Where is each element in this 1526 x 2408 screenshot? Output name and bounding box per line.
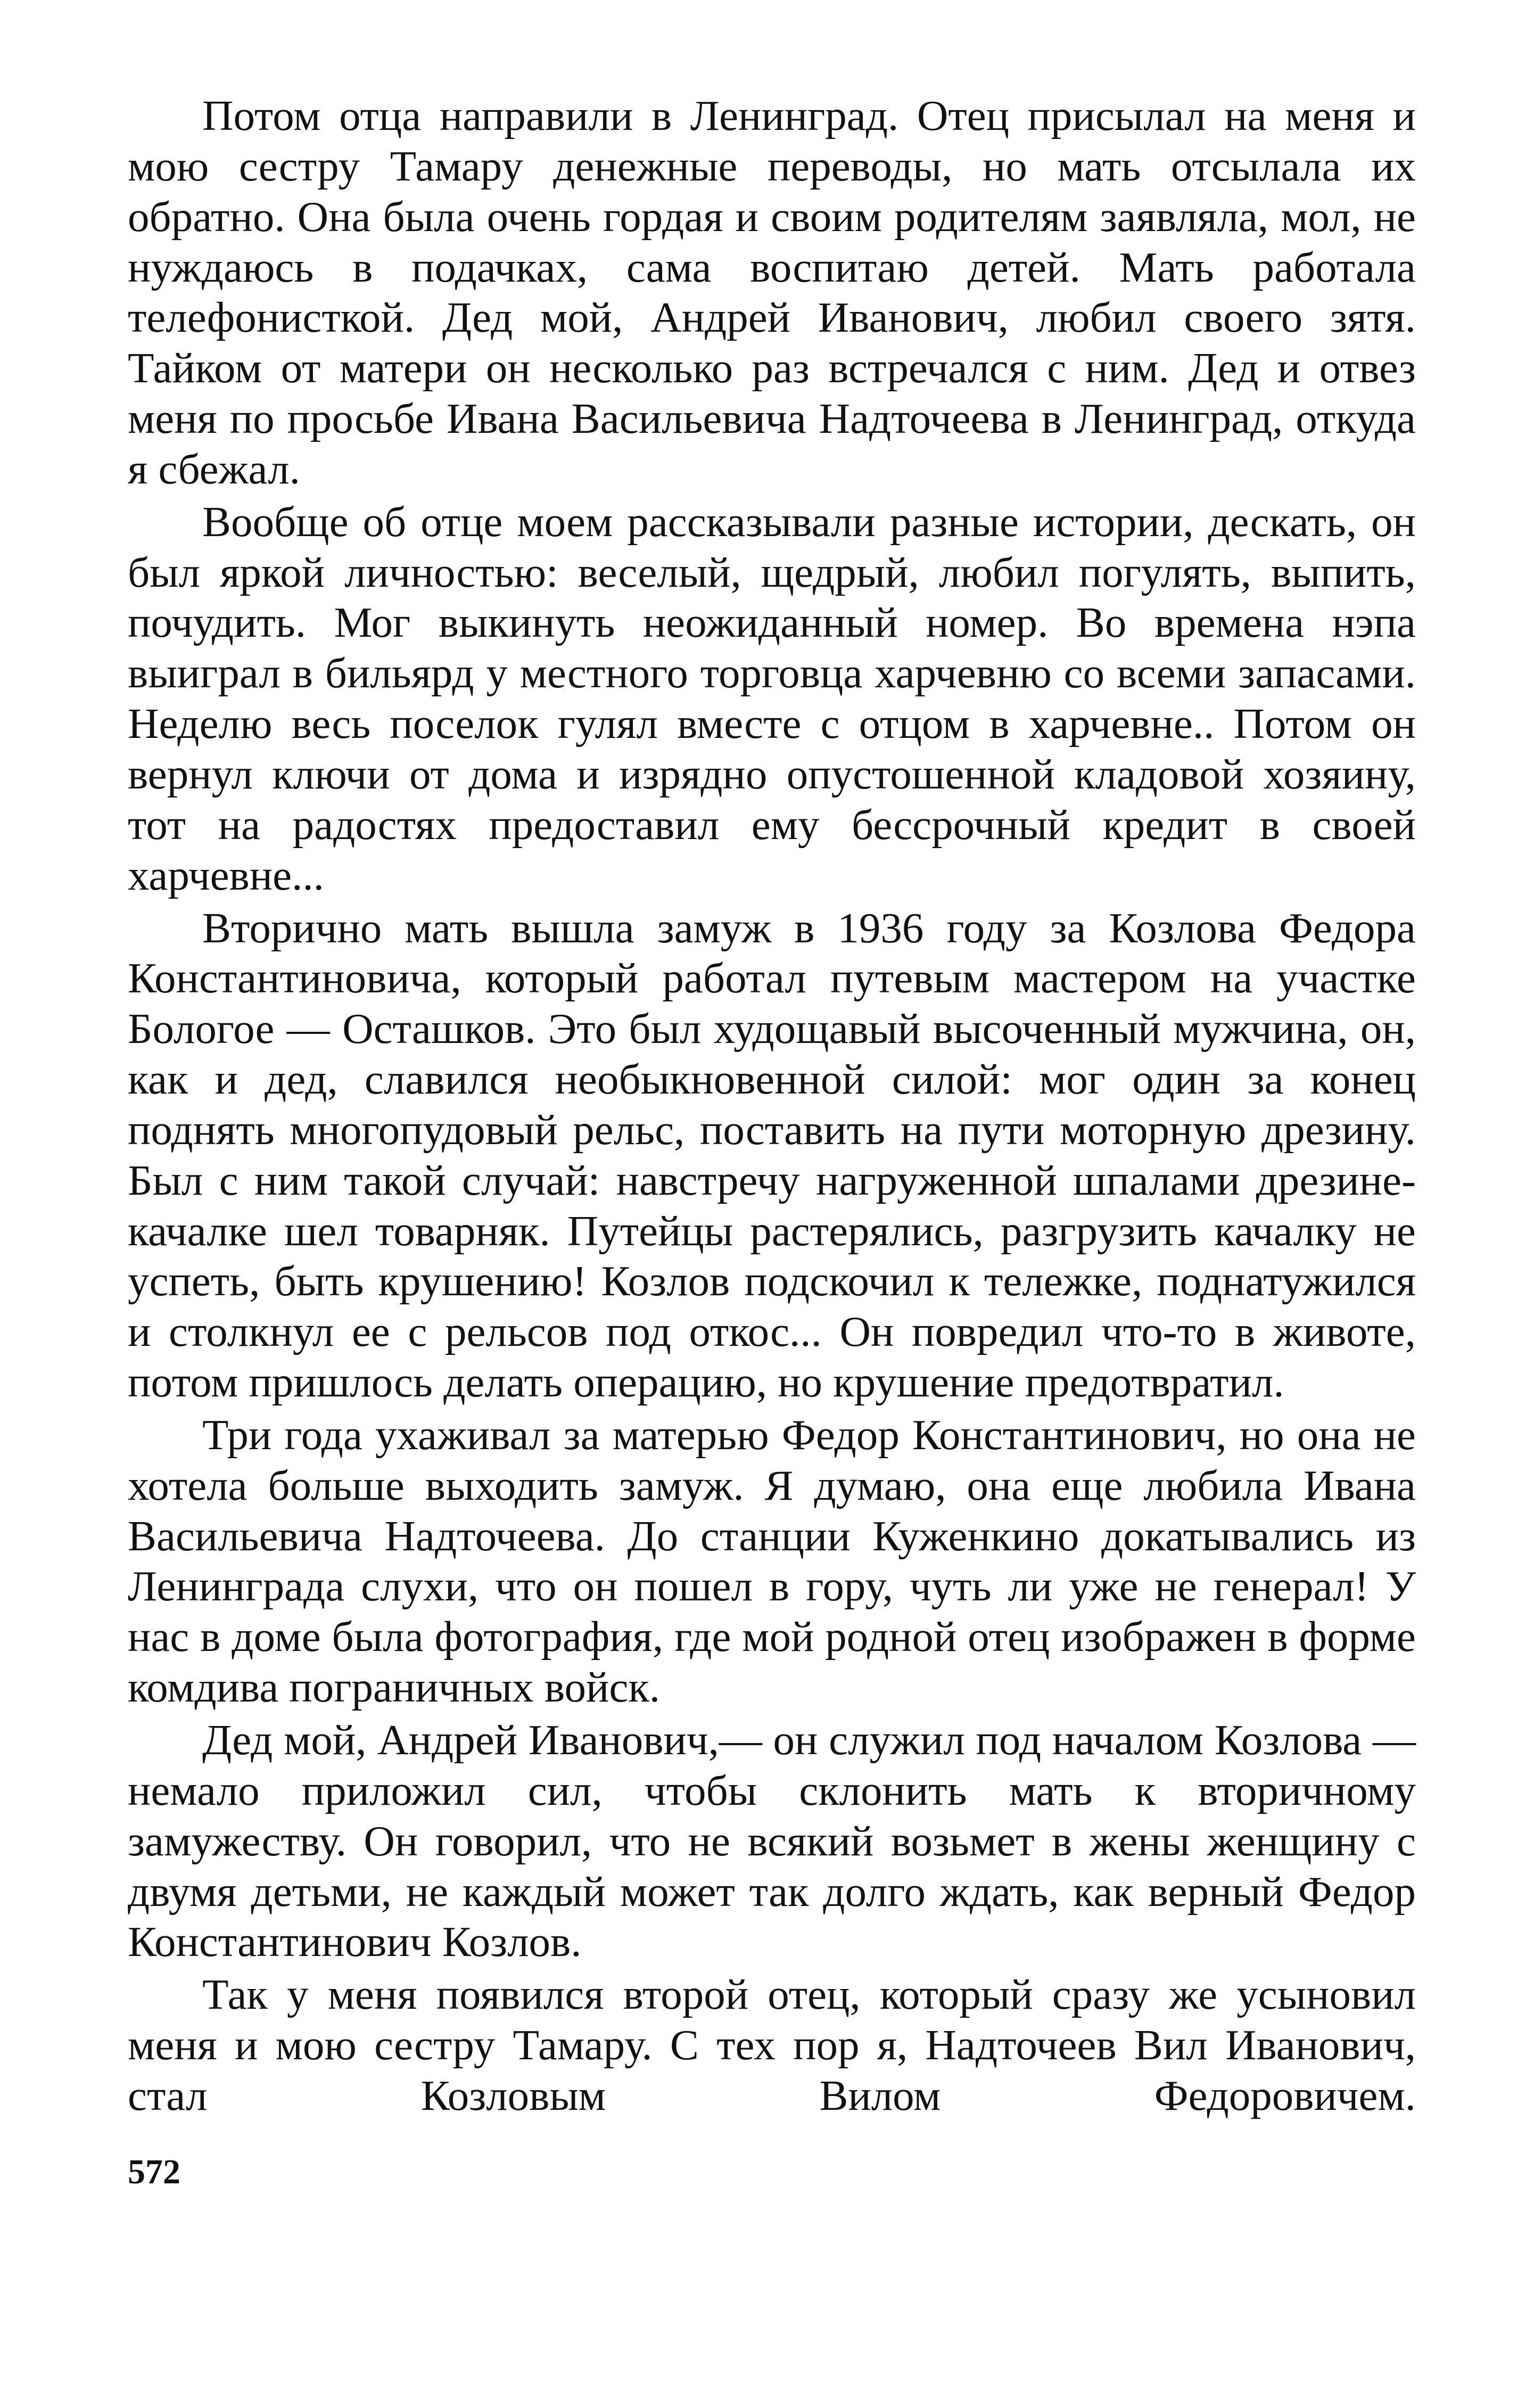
paragraph-2: Вообще об отце моем рассказывали разные истории, дескать, он был яркой личностью: веселый, щедрый, любил погулять, выпить, почудить. Мог выкинуть неожиданный номер. Во времена нэпа выиграл в бильярд у местного торговца харчевню со всеми запасами. Неделю весь поселок гулял вместе с отцом в харчевне.. Потом он вернул ключи от дома и изрядно опустошенной кладовой хозяину, тот на радостях предоставил ему бессрочный кредит в своей харчевне... [128,497,1416,899]
paragraph-3: Вторично мать вышла замуж в 1936 году за Козлова Федора Константиновича, который работал путевым мастером на участке Бологое — Осташков. Это был худощавый высоченный мужчина, он, как и дед, славился необыкновенной силой: мог один за конец поднять многопудовый рельс, поставить на пути моторную дрезину. Был с ним такой случай: навстречу нагруженной шпалами дрезине-качалке шел товарняк. Путейцы растерялись, разгрузить качалку не успеть, быть крушению! Козлов подскочил к тележке, поднатужился и столкнул ее с рельсов под откос... Он повредил что-то в животе, потом пришлось делать операцию, но крушение предотвратил. [128,903,1416,1407]
page-number: 572 [128,2152,180,2191]
paragraph-6: Так у меня появился второй отец, который сразу же усыновил меня и мою сестру Тамару. С тех пор я, Надточеев Вил Иванович, стал Козловым Вилом Федоровичем. [128,1970,1416,2119]
paragraph-4: Три года ухаживал за матерью Федор Константинович, но она не хотела больше выходить замуж. Я думаю, она еще любила Ивана Васильевича Надточеева. До станции Куженкино докатывались из Ленинграда слухи, что он пошел в гору, чуть ли уже не генерал! У нас в доме была фотография, где мой родной отец изображен в форме комдива пограничных войск. [128,1410,1416,1712]
paragraph-1: Потом отца направили в Ленинград. Отец присылал на меня и мою сестру Тамару денежные переводы, но мать отсылала их обратно. Она была очень гордая и своим родителям заявляла, мол, не нуждаюсь в подачках, сама воспитаю детей. Мать работала телефонисткой. Дед мой, Андрей Иванович, любил своего зятя. Тайком от матери он несколько раз встречался с ним. Дед и отвез меня по просьбе Ивана Васильевича Надточеева в Ленинград, откуда я сбежал. [128,92,1416,493]
paragraph-5: Дед мой, Андрей Иванович,— он служил под началом Козлова — немало приложил сил, чтобы склонить мать к вторичному замужеству. Он говорил, что не всякий возьмет в жены женщину с двумя детьми, не каждый может так долго ждать, как верный Федор Константинович Козлов. [128,1716,1416,1966]
body-text [128,91,1416,2123]
